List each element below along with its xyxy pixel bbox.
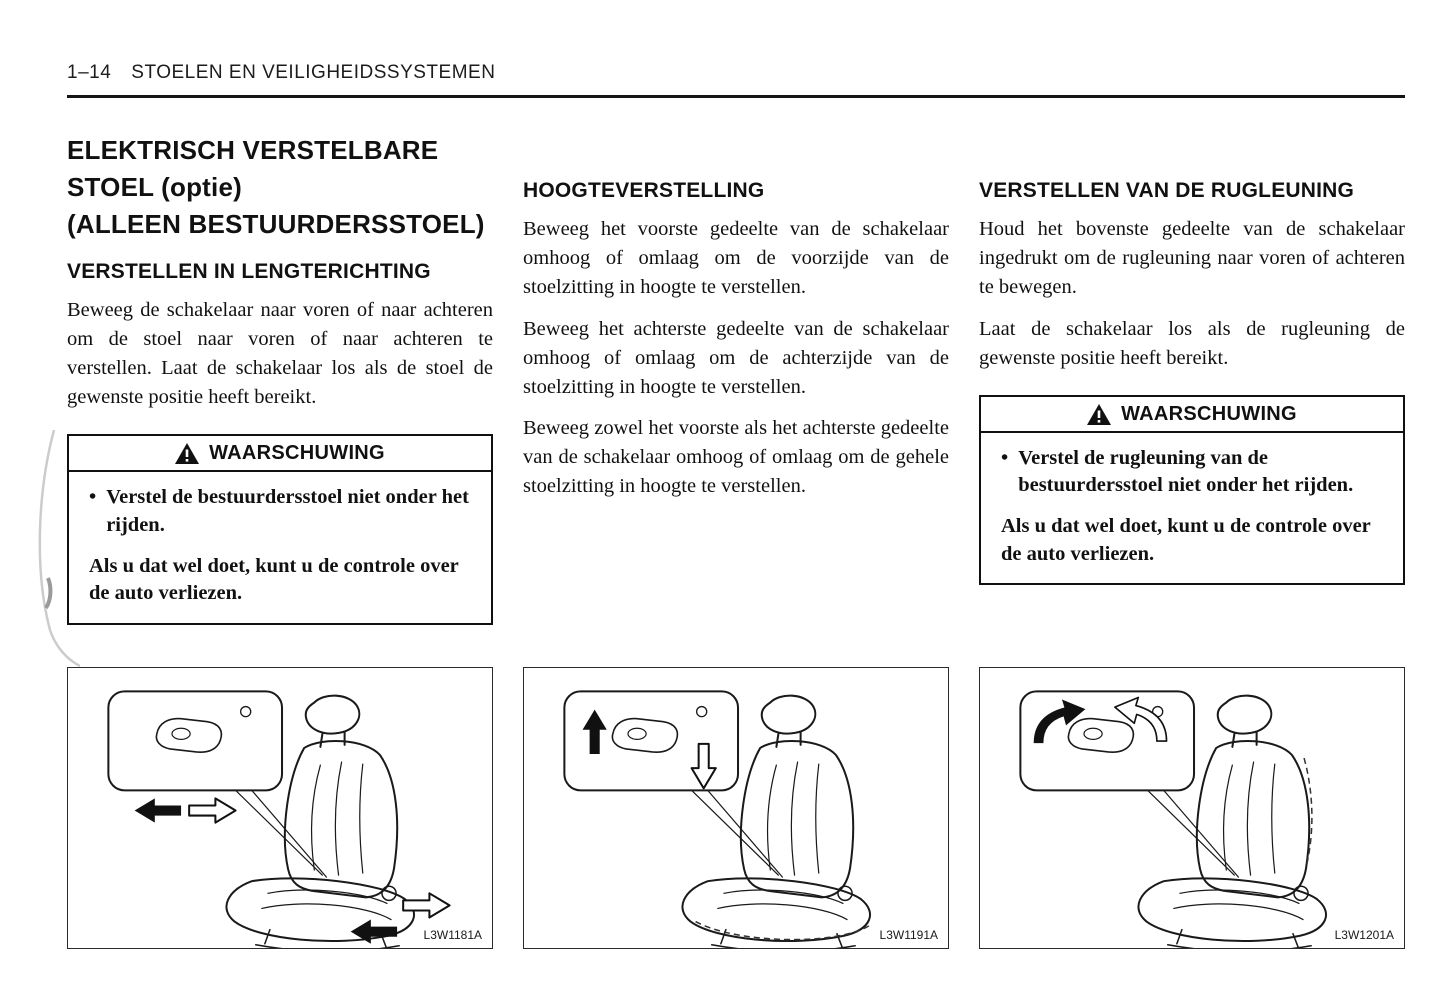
warning-box-backrest <box>979 395 1405 586</box>
arrow-up-icon <box>583 710 607 754</box>
warning-bullet-item <box>89 484 473 539</box>
seat-illustration-height <box>524 668 948 948</box>
seat-illustration-backrest <box>980 668 1404 948</box>
section-title-line3: (ALLEEN BESTUURDERSSTOEL) <box>67 208 485 239</box>
page-header <box>67 62 1405 84</box>
bullet-marker: • <box>1001 446 1009 469</box>
paragraph-height-2: Beweeg het achterste gedeelte van de schakelaar omhoog of omlaag om de achterzijde van de stoelzitting in hoogte te verstellen. <box>523 317 949 398</box>
paragraph-height-3: Beweeg zowel het voorste als het achterste gedeelte van de schakelaar omhoog of omlaag om de gehele stoelzitting in hoogte te verstellen. <box>523 416 949 498</box>
figure-length-adjustment <box>67 667 493 949</box>
warning-title: WAARSCHUWING <box>209 442 385 465</box>
warning-note: Als u dat wel doet, kunt u de controle over de auto verliezen. <box>1001 515 1371 565</box>
subsection-heading-height: HOOGTEVERSTELLING <box>523 179 765 202</box>
warning-body <box>981 433 1403 584</box>
warning-title: WAARSCHUWING <box>1121 402 1297 425</box>
warning-bullet-text: Verstel de rugleuning van de bestuurdersstoel niet onder het rijden. <box>1018 446 1354 497</box>
header-rule <box>67 95 1405 98</box>
section-title <box>67 132 493 243</box>
arrow-forward-icon <box>189 798 235 822</box>
warning-icon <box>1087 404 1111 425</box>
page-number: 1–14 <box>67 62 112 83</box>
seat-line-art <box>1020 691 1326 948</box>
column-backrest-adjustment <box>979 132 1405 667</box>
warning-note: Als u dat wel doet, kunt u de controle over de auto verliezen. <box>89 554 459 605</box>
paragraph-backrest-1: Houd het bovenste gedeelte van de schakelaar ingedrukt om de rugleuning naar voren of achteren te bewegen. <box>979 218 1405 299</box>
figure-code: L3W1191A <box>879 928 938 942</box>
figure-code: L3W1201A <box>1334 928 1394 942</box>
warning-header <box>69 436 491 472</box>
paragraph-backrest-2: Laat de schakelaar los als de rugleuning de gewenste positie heeft bereikt. <box>979 317 1405 369</box>
bullet-marker: • <box>89 486 97 509</box>
content-columns <box>67 132 1405 949</box>
column-length-adjustment <box>67 132 493 667</box>
subsection-heading-backrest: VERSTELLEN VAN DE RUGLEUNING <box>979 179 1355 202</box>
seat-line-art <box>564 691 870 948</box>
chapter-title: STOELEN EN VEILIGHEIDSSYSTEMEN <box>131 62 496 83</box>
warning-body <box>69 472 491 623</box>
arrow-recline-backward-icon <box>1115 697 1167 741</box>
warning-bullet-item <box>1001 445 1385 500</box>
column-height-adjustment <box>523 132 949 667</box>
arrow-down-icon <box>692 744 716 788</box>
subsection-heading-length: VERSTELLEN IN LENGTERICHTING <box>67 259 431 283</box>
paragraph-height-1: Beweeg het voorste gedeelte van de schakelaar omhoog of omlaag om de voorzijde van de stoelzitting in hoogte te verstellen. <box>523 218 949 299</box>
warning-icon <box>175 443 199 464</box>
section-title-line2: STOEL (optie) <box>67 171 242 202</box>
paragraph-length-1: Beweeg de schakelaar naar voren of naar achteren om de stoel naar voren of naar achteren te verstellen. Laat de schakelaar los als de stoel de gewenste positie heeft bereikt. <box>67 298 493 409</box>
figure-code: L3W1181A <box>423 928 482 942</box>
figure-height-adjustment <box>523 667 949 949</box>
section-title-line1: ELEKTRISCH VERSTELBARE <box>67 135 439 165</box>
warning-box-length <box>67 434 493 625</box>
arrow-seat-forward-icon <box>403 893 449 917</box>
warning-bullet-text: Verstel de bestuurdersstoel niet onder het rijden. <box>106 486 469 537</box>
seat-illustration-length <box>68 668 492 948</box>
figure-backrest-adjustment <box>979 667 1405 949</box>
warning-header <box>981 397 1403 433</box>
arrow-backward-icon <box>135 798 181 822</box>
